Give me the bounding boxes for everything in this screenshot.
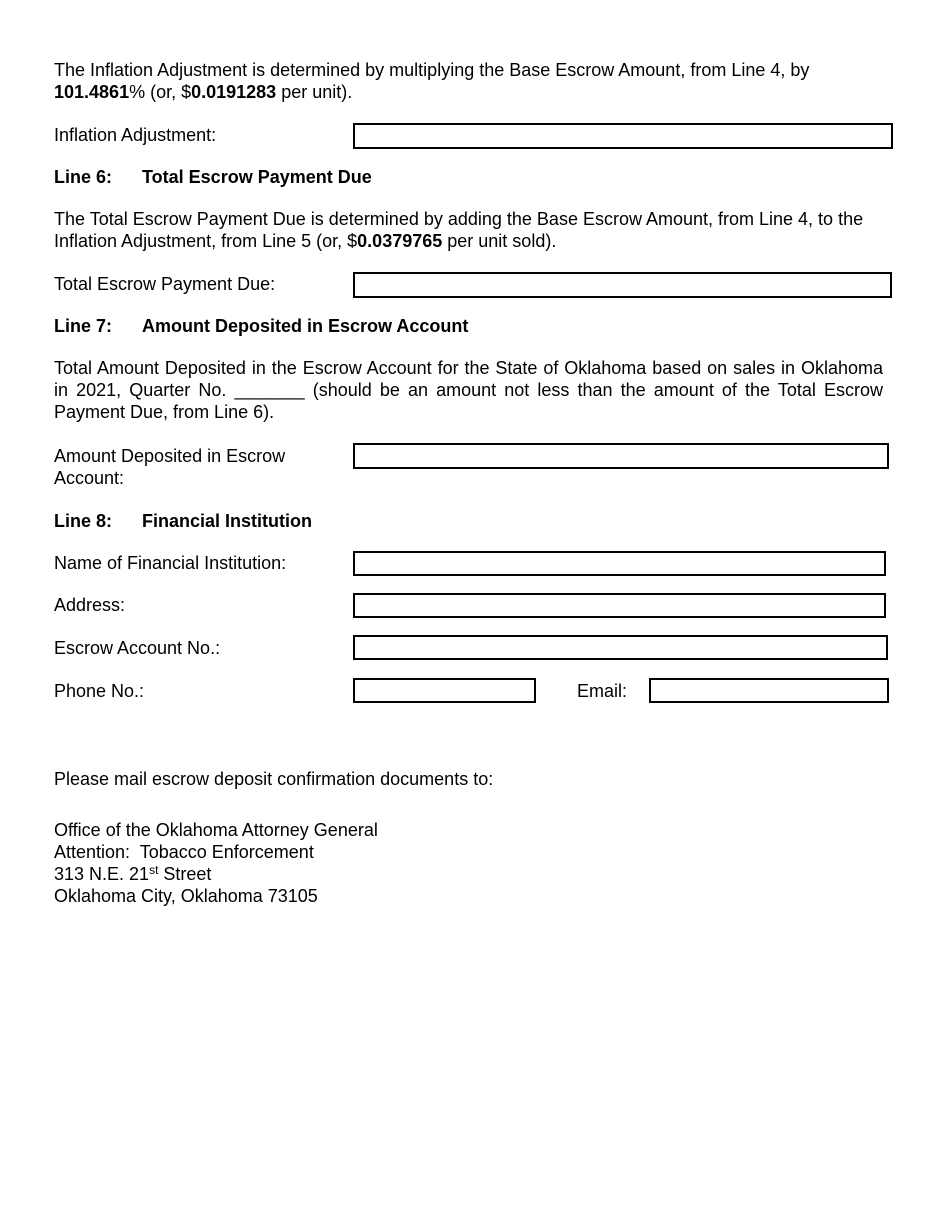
total-escrow-description xyxy=(54,208,886,252)
line-7-heading xyxy=(54,315,468,337)
line-title: Amount Deposited in Escrow Account xyxy=(142,316,469,336)
financial-institution-name-label: Name of Financial Institution: xyxy=(54,553,287,573)
description-text: The Total Escrow Payment Due is determined by adding the Base Escrow Amount, from Line 4, to the Inflation Adjustment, from Line 5 (or, $ xyxy=(54,209,864,251)
total-escrow-payment-label: Total Escrow Payment Due: xyxy=(54,274,276,294)
mailing-address xyxy=(54,819,378,907)
phone-number-input[interactable] xyxy=(353,678,536,703)
description-text: % (or, $ xyxy=(129,82,192,102)
amount-deposited-input[interactable] xyxy=(353,443,889,469)
form-page xyxy=(54,0,886,1230)
street-ordinal-suffix: st xyxy=(149,863,159,877)
amount-deposited-description: Total Amount Deposited in the Escrow Account for the State of Oklahoma based on sales in Oklahoma in 2021, Quarter No. _______ (should be an amount not less than the amount of the Total Escrow Payment Due, from Line 6). xyxy=(54,358,883,422)
email-label: Email: xyxy=(577,681,628,701)
amount-deposited-label: Amount Deposited in Escrow Account: xyxy=(54,446,286,488)
line-number: Line 8: xyxy=(54,511,113,531)
description-text: per unit sold). xyxy=(442,231,557,251)
line-number: Line 6: xyxy=(54,167,113,187)
phone-number-label: Phone No.: xyxy=(54,681,145,701)
line-8-heading xyxy=(54,510,312,532)
line-title: Total Escrow Payment Due xyxy=(142,167,372,187)
inflation-adjustment-description xyxy=(54,59,886,103)
escrow-account-number-input[interactable] xyxy=(353,635,888,660)
total-escrow-payment-input[interactable] xyxy=(353,272,892,298)
street-name: Street xyxy=(158,864,212,884)
address-city: Oklahoma City, Oklahoma 73105 xyxy=(54,886,318,906)
street-number: 313 N.E. 21 xyxy=(54,864,150,884)
inflation-percent: 101.4861 xyxy=(54,82,130,102)
address-input[interactable] xyxy=(353,593,886,618)
address-office: Office of the Oklahoma Attorney General xyxy=(54,820,378,840)
inflation-per-unit-amount: 0.0191283 xyxy=(191,82,277,102)
financial-institution-name-input[interactable] xyxy=(353,551,886,576)
address-label: Address: xyxy=(54,595,126,615)
line-number: Line 7: xyxy=(54,316,113,336)
description-text: per unit). xyxy=(276,82,353,102)
total-per-unit-amount: 0.0379765 xyxy=(357,231,443,251)
line-6-heading xyxy=(54,166,372,188)
inflation-adjustment-input[interactable] xyxy=(353,123,893,149)
email-input[interactable] xyxy=(649,678,889,703)
address-attention: Attention: Tobacco Enforcement xyxy=(54,842,314,862)
line-title: Financial Institution xyxy=(142,511,312,531)
inflation-adjustment-label: Inflation Adjustment: xyxy=(54,125,217,145)
mailing-instruction: Please mail escrow deposit confirmation documents to: xyxy=(54,769,494,789)
description-text: The Inflation Adjustment is determined by multiplying the Base Escrow Amount, from Line 4, by xyxy=(54,60,810,80)
address-street xyxy=(54,863,378,885)
escrow-account-number-label: Escrow Account No.: xyxy=(54,638,221,658)
